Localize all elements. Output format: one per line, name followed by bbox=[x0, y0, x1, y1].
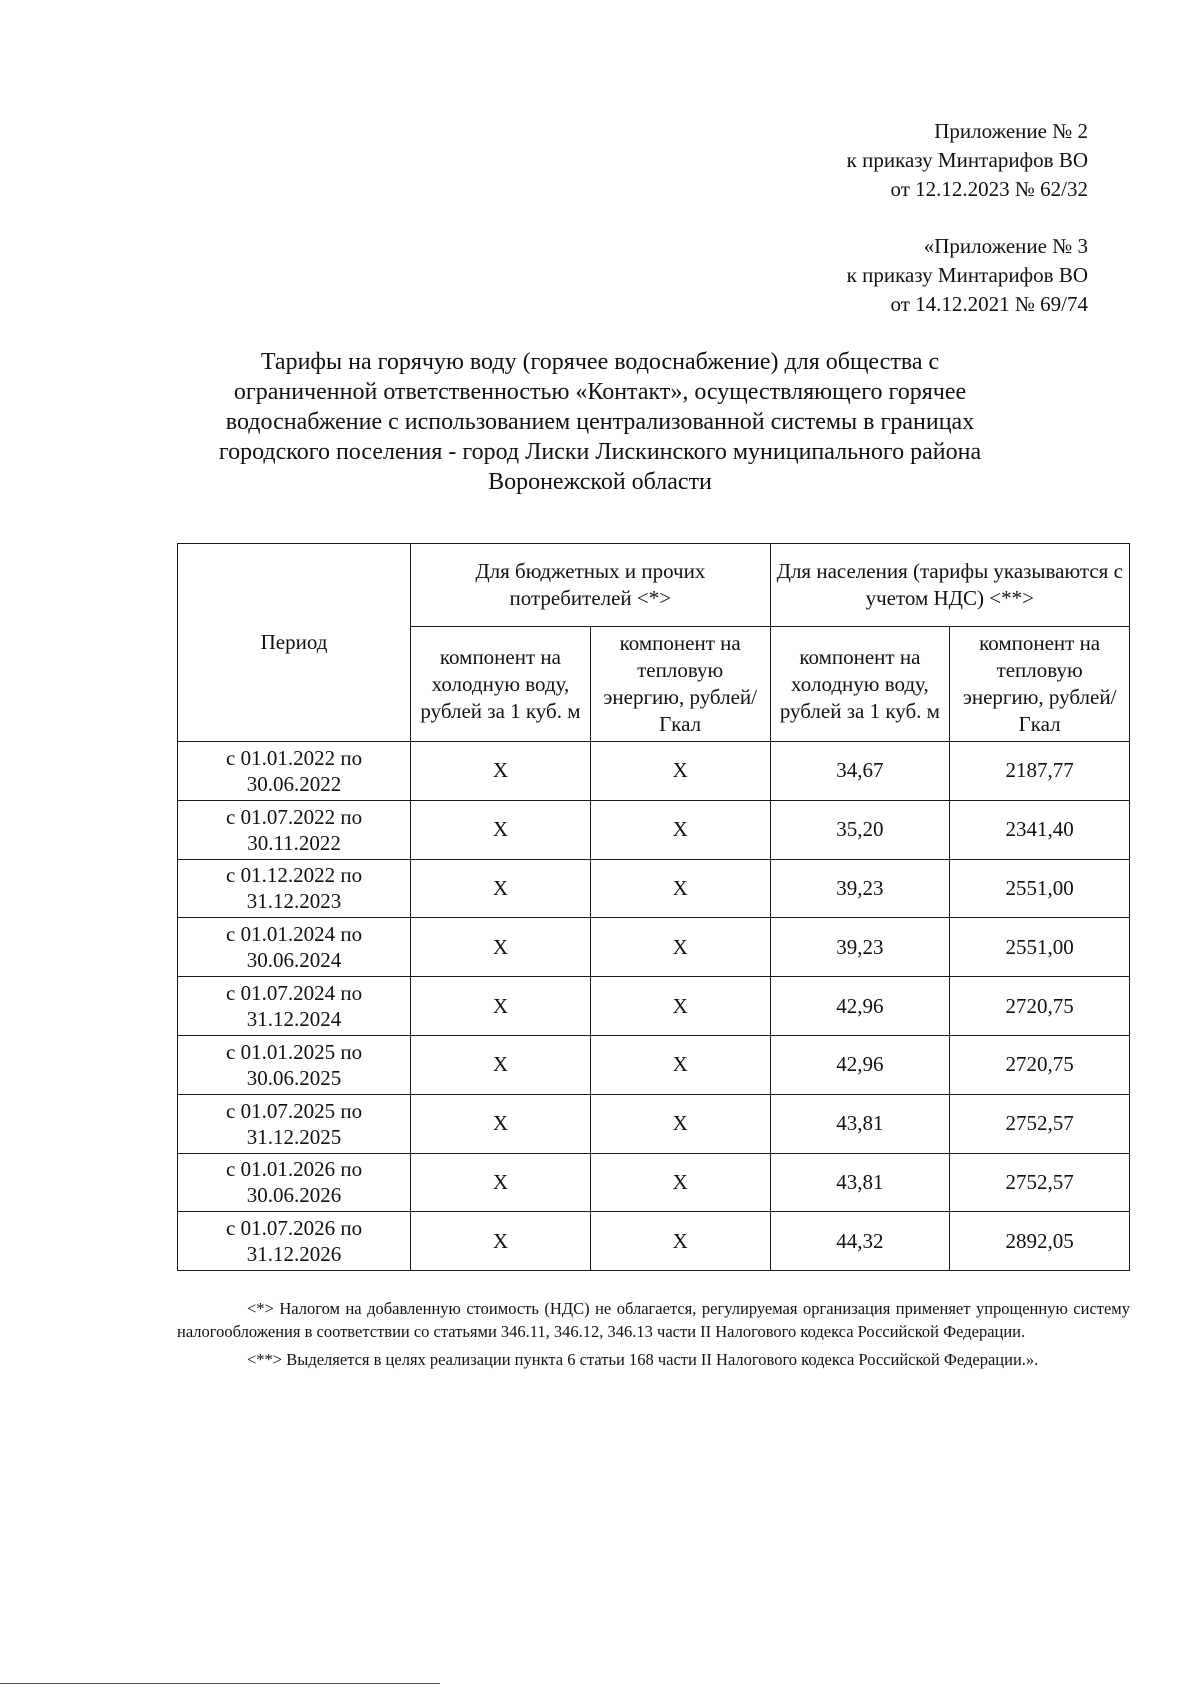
period-column-header: Период bbox=[178, 544, 411, 742]
period-start: с 01.07.2024 по bbox=[226, 981, 363, 1006]
title-line: Тарифы на горячую воду (горячее водоснабжение) для общества с bbox=[260, 349, 940, 375]
population-header: Для населения (тарифы указываются с учетом НДС) <**> bbox=[770, 544, 1129, 627]
period-cell bbox=[178, 977, 411, 1036]
budget-heat-energy-cell: X bbox=[590, 800, 770, 859]
budget-heat-energy-cell: X bbox=[590, 742, 770, 801]
budget-heat-energy-cell: X bbox=[590, 1153, 770, 1212]
appendix-3-number: «Приложение № 3 bbox=[923, 234, 1088, 258]
population-cold-water-cell: 43,81 bbox=[770, 1094, 950, 1153]
period-cell bbox=[178, 1212, 411, 1271]
period-start: с 01.01.2022 по bbox=[226, 745, 363, 770]
population-heat-energy-cell: 2551,00 bbox=[950, 859, 1130, 918]
period-end: 31.12.2024 bbox=[246, 1007, 342, 1032]
period-end: 30.11.2022 bbox=[247, 830, 341, 855]
table-row bbox=[178, 1035, 1130, 1094]
budget-heat-energy-cell: X bbox=[590, 977, 770, 1036]
budget-cold-water-cell: X bbox=[411, 800, 591, 859]
period-start: с 01.01.2026 по bbox=[226, 1157, 363, 1182]
budget-heat-energy-cell: X bbox=[590, 1035, 770, 1094]
table-row bbox=[178, 1212, 1130, 1271]
period-cell bbox=[178, 918, 411, 977]
bottom-rule bbox=[0, 1683, 440, 1684]
population-heat-energy-cell: 2341,40 bbox=[950, 800, 1130, 859]
period-cell bbox=[178, 800, 411, 859]
table-row bbox=[178, 918, 1130, 977]
period-cell bbox=[178, 742, 411, 801]
budget-heat-energy-cell: X bbox=[590, 918, 770, 977]
period-start: с 01.12.2022 по bbox=[226, 863, 363, 888]
footnote-2: <**> Выделяется в целях реализации пункта 6 статьи 168 части II Налогового кодекса Российской Федерации.». bbox=[247, 1350, 1039, 1369]
table-row bbox=[178, 859, 1130, 918]
title-line: водоснабжение с использованием централизованной системы в границах bbox=[225, 409, 975, 435]
footnotes bbox=[177, 1298, 1130, 1372]
population-cold-water-cell: 39,23 bbox=[770, 859, 950, 918]
period-end: 30.06.2026 bbox=[246, 1183, 342, 1208]
title-line: Воронежской области bbox=[488, 469, 712, 495]
appendix-2-date: от 12.12.2023 № 62/32 bbox=[890, 177, 1088, 201]
budget-consumers-header: Для бюджетных и прочих потребителей <*> bbox=[411, 544, 770, 627]
period-start: с 01.01.2025 по bbox=[226, 1039, 363, 1064]
period-end: 31.12.2026 bbox=[246, 1242, 342, 1267]
tariff-table bbox=[177, 543, 1130, 1271]
population-cold-water-cell: 39,23 bbox=[770, 918, 950, 977]
budget-cold-water-cell: X bbox=[411, 742, 591, 801]
population-heat-energy-cell: 2720,75 bbox=[950, 1035, 1130, 1094]
population-heat-energy-cell: 2892,05 bbox=[950, 1212, 1130, 1271]
period-end: 30.06.2025 bbox=[246, 1065, 342, 1090]
population-cold-water-cell: 42,96 bbox=[770, 977, 950, 1036]
budget-heat-energy-cell: X bbox=[590, 859, 770, 918]
population-cold-water-cell: 43,81 bbox=[770, 1153, 950, 1212]
budget-cold-water-cell: X bbox=[411, 1212, 591, 1271]
budget-cold-water-cell: X bbox=[411, 918, 591, 977]
period-end: 31.12.2023 bbox=[246, 889, 342, 914]
period-end: 30.06.2024 bbox=[246, 948, 342, 973]
population-heat-energy-cell: 2720,75 bbox=[950, 977, 1130, 1036]
period-start: с 01.07.2022 по bbox=[226, 804, 363, 829]
table-row bbox=[178, 1094, 1130, 1153]
period-cell bbox=[178, 1035, 411, 1094]
budget-heat-energy-header: компонент на тепловую энергию, рублей/Гкал bbox=[590, 627, 770, 742]
table-row bbox=[178, 742, 1130, 801]
population-heat-energy-cell: 2551,00 bbox=[950, 918, 1130, 977]
period-end: 30.06.2022 bbox=[246, 771, 342, 796]
budget-cold-water-cell: X bbox=[411, 1035, 591, 1094]
period-start: с 01.07.2026 по bbox=[226, 1216, 363, 1241]
period-start: с 01.07.2025 по bbox=[226, 1098, 363, 1123]
table-row bbox=[178, 1153, 1130, 1212]
budget-cold-water-cell: X bbox=[411, 1153, 591, 1212]
population-heat-energy-cell: 2187,77 bbox=[950, 742, 1130, 801]
period-cell bbox=[178, 859, 411, 918]
appendix-2-order: к приказу Минтарифов ВО bbox=[846, 148, 1088, 172]
period-cell bbox=[178, 1153, 411, 1212]
budget-cold-water-cell: X bbox=[411, 859, 591, 918]
population-cold-water-cell: 44,32 bbox=[770, 1212, 950, 1271]
population-cold-water-cell: 42,96 bbox=[770, 1035, 950, 1094]
period-end: 31.12.2025 bbox=[246, 1124, 342, 1149]
budget-cold-water-cell: X bbox=[411, 977, 591, 1036]
budget-cold-water-cell: X bbox=[411, 1094, 591, 1153]
period-cell bbox=[178, 1094, 411, 1153]
appendix-2-number: Приложение № 2 bbox=[934, 119, 1088, 143]
population-cold-water-cell: 34,67 bbox=[770, 742, 950, 801]
tariff-rows bbox=[178, 742, 1130, 1271]
budget-heat-energy-cell: X bbox=[590, 1212, 770, 1271]
population-heat-energy-cell: 2752,57 bbox=[950, 1153, 1130, 1212]
budget-heat-energy-cell: X bbox=[590, 1094, 770, 1153]
population-heat-energy-cell: 2752,57 bbox=[950, 1094, 1130, 1153]
title-line: городского поселения - город Лиски Лискинского муниципального района bbox=[218, 439, 982, 465]
budget-cold-water-header: компонент на холодную воду, рублей за 1 куб. м bbox=[411, 627, 591, 742]
title-line: ограниченной ответственностью «Контакт», осуществляющего горячее bbox=[233, 379, 967, 405]
appendix-3-date: от 14.12.2021 № 69/74 bbox=[890, 292, 1088, 316]
population-cold-water-cell: 35,20 bbox=[770, 800, 950, 859]
table-row bbox=[178, 977, 1130, 1036]
population-heat-energy-header: компонент на тепловую энергию, рублей/Гкал bbox=[950, 627, 1130, 742]
period-start: с 01.01.2024 по bbox=[226, 922, 363, 947]
document-title bbox=[150, 347, 1050, 497]
table-row bbox=[178, 800, 1130, 859]
footnote-1: <*> Налогом на добавленную стоимость (НДС) не облагается, регулируемая организация применяет упрощенную систему налогообложения в соответствии со статьями 346.11, 346.12, 346.13 части II Налогового кодекса Российской Федерации. bbox=[177, 1299, 1130, 1341]
appendix-3-order: к приказу Минтарифов ВО bbox=[846, 263, 1088, 287]
appendix-2-header bbox=[847, 117, 1088, 204]
population-cold-water-header: компонент на холодную воду, рублей за 1 куб. м bbox=[770, 627, 950, 742]
appendix-3-header bbox=[847, 232, 1088, 319]
